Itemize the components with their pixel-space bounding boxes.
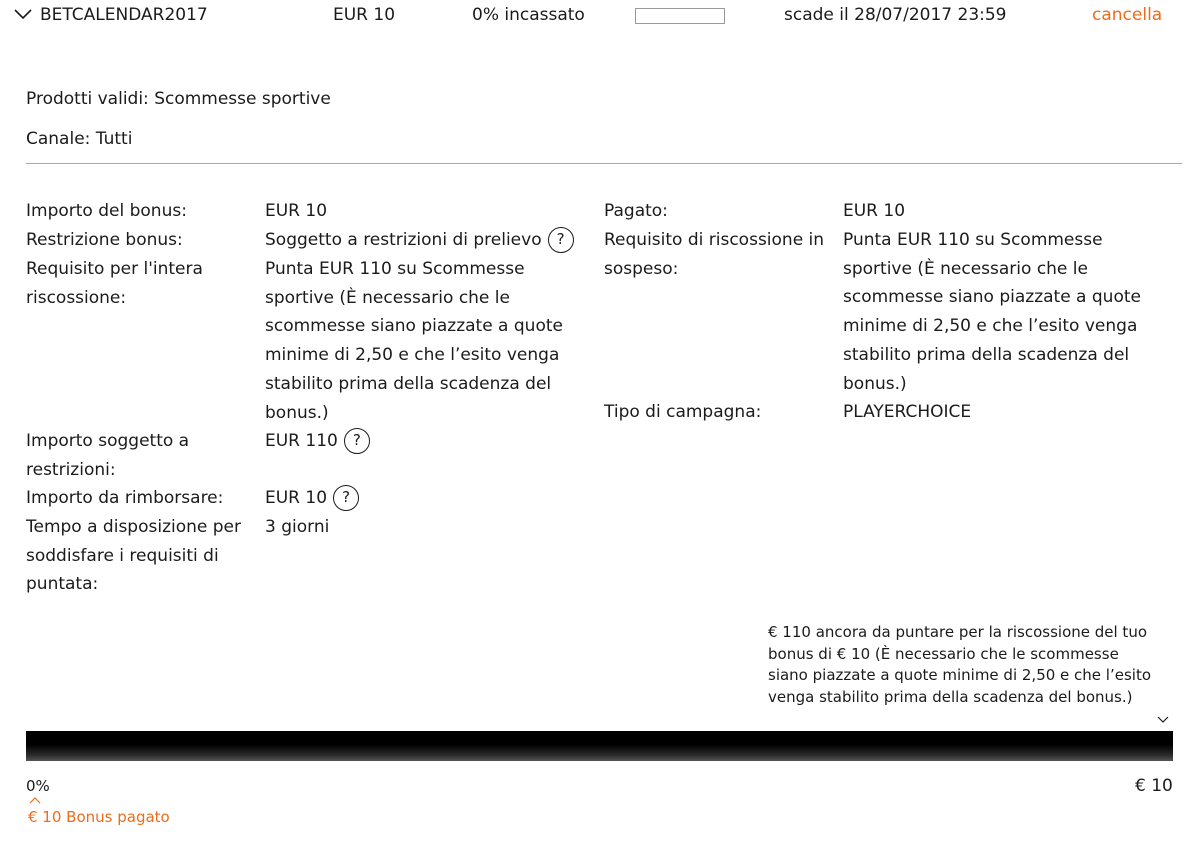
refund-row [265, 484, 359, 513]
bonus-amount: EUR 10 [333, 5, 396, 25]
restricted-amount-value: EUR 110 [265, 431, 338, 451]
restriction-value: Soggetto a restrizioni di prelievo [265, 230, 542, 250]
restricted-amount-label: Importo soggetto a restrizioni: [26, 431, 190, 480]
collected-progress-bar [635, 8, 725, 24]
channel: Canale: Tutti [26, 129, 133, 149]
full-requirement-value: Punta EUR 110 su Scommesse sportive (È necessario che le scommesse siano piazzate a quote minime di 2,50 e che l’esito venga stabilito prima della scadenza del bonus.) [265, 259, 563, 423]
campaign-type-value: PLAYERCHOICE [843, 402, 972, 422]
remaining-wager-text: € 110 ancora da puntare per la riscossione del tuo bonus di € 10 (È necessario che le scommesse siano piazzate a quote minime di 2,50 e che l’esito venga stabilito prima della scadenza del bonus.) [768, 623, 1152, 706]
bonus-name[interactable]: BETCALENDAR2017 [40, 5, 208, 25]
valid-products: Prodotti validi: Scommesse sportive [26, 89, 331, 109]
refund-value: EUR 10 [265, 488, 328, 508]
help-icon[interactable]: ? [344, 428, 370, 454]
time-value: 3 giorni [265, 517, 330, 537]
chevron-down-icon [1157, 716, 1169, 724]
bonus-amount-label: Importo del bonus: [26, 201, 187, 221]
restriction-value-row [265, 226, 574, 255]
chevron-up-icon [29, 796, 41, 804]
paid-bonus-marker: € 10 Bonus pagato [28, 808, 170, 826]
pending-requirement-label: Requisito di riscossione in sospeso: [604, 230, 825, 279]
progress-start-label: 0% [26, 777, 50, 795]
refund-label: Importo da rimborsare: [26, 488, 224, 508]
cancel-link[interactable]: cancella [1092, 5, 1163, 25]
help-icon[interactable]: ? [548, 227, 574, 253]
help-icon[interactable]: ? [333, 485, 359, 511]
campaign-type-label: Tipo di campagna: [604, 402, 762, 422]
divider [26, 163, 1182, 164]
progress-end-label: € 10 [1135, 776, 1173, 796]
wagering-progress-bar [26, 731, 1173, 761]
full-requirement-label: Requisito per l'intera riscossione: [26, 259, 203, 308]
pending-requirement-value: Punta EUR 110 su Scommesse sportive (È necessario che le scommesse siano piazzate a quote minime di 2,50 e che l’esito venga stabilito prima della scadenza del bonus.) [843, 230, 1141, 394]
bonus-amount-value: EUR 10 [265, 201, 328, 221]
collected-status: 0% incassato [472, 5, 585, 25]
restricted-amount-row [265, 427, 370, 456]
restriction-label: Restrizione bonus: [26, 230, 183, 250]
time-label: Tempo a disposizione per soddisfare i requisiti di puntata: [26, 517, 241, 595]
expiry-date: scade il 28/07/2017 23:59 [784, 5, 1007, 25]
collapse-chevron-icon[interactable] [14, 8, 32, 20]
paid-label: Pagato: [604, 201, 668, 221]
paid-value: EUR 10 [843, 201, 906, 221]
